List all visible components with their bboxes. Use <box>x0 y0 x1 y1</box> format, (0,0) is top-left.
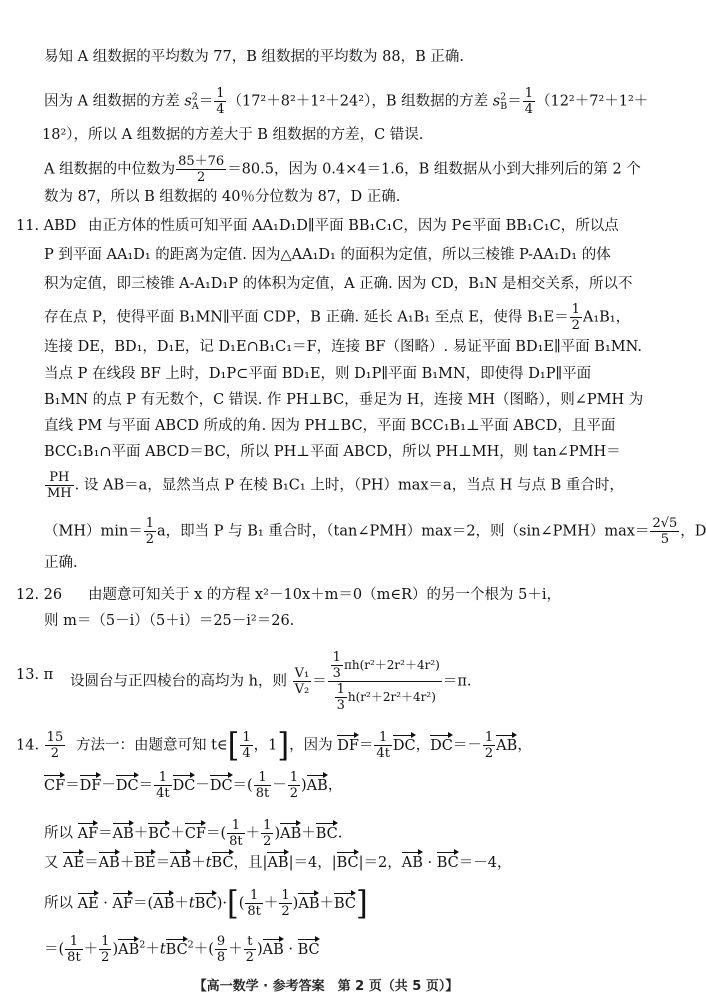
text-line: ＝( $\frac{1}{8t}$ ＋ $\frac{1}{2}$ )$AB^2+tBC^2+$( $\frac{9}{8}$ ＋ $\frac{t}{2}$ )AB · BC <box>44 934 320 965</box>
text-line: 正确. <box>44 555 78 571</box>
text-line: 所以 AE · AF＝(AB＋tBC)·[( $\frac{1}{8t}$ ＋ $\frac{1}{2}$ )AB＋BC] <box>44 883 368 923</box>
text-line: 则 m＝（5－i）（5＋i）＝25－i²＝26. <box>44 613 295 629</box>
text-segment: A 组数据的中位数为 <box>44 161 176 178</box>
text-line: 由正方体的性质可知平面 AA₁D₁D∥平面 BB₁C₁C，因为 P∈平面 BB₁C₁C，所以点 <box>88 218 619 234</box>
fraction: $\frac{\text{V₁}}{\text{V₂}}$ <box>294 666 310 697</box>
text-line <box>44 154 641 185</box>
text-line: 18²），所以 A 组数据的方差大于 B 组数据的方差，C 错误. <box>42 127 424 143</box>
fraction: $\frac{1}{4}$ <box>216 86 225 117</box>
text-segment: a，即当 P 与 B₁ 重合时，（tan∠PMH）max＝2，则（sin∠PMH）max＝ <box>157 523 650 540</box>
text-line: 易知 A 组数据的平均数为 77，B 组数据的平均数为 88，B 正确. <box>44 49 464 65</box>
text-segment: ，因为 <box>289 737 333 754</box>
text-segment: ＝80.5，因为 0.4×4＝1.6，B 组数据从小到大排列后的第 2 个 <box>227 161 641 178</box>
fraction: $\frac{1}{3}$ πh(r²＋2r²＋4r²) $\frac{1}{3}$ h(r²＋2r²＋4r²) <box>328 650 442 713</box>
text-line <box>44 302 630 333</box>
text-segment: （17²＋8²＋1²＋24²），B 组数据的方差 <box>227 93 489 110</box>
text-segment: ，D <box>680 523 706 540</box>
page-footer: 【高一数学 · 参考答案 第 2 页（共 5 页）】 <box>193 979 459 994</box>
text-segment: （MH）min＝ <box>44 523 143 540</box>
text-line: 由题意可知关于 x 的方程 x²－10x＋m＝0（m∈R）的另一个根为 5＋i， <box>88 587 561 603</box>
fraction: $\frac{2√5}{5}$ <box>652 516 678 547</box>
text-line <box>44 470 624 501</box>
text-segment: ＝π. <box>442 673 472 690</box>
question-number: 12. 26 <box>16 587 63 603</box>
fraction: $\frac{1}{2}$ <box>571 302 580 333</box>
fraction: $\frac{PH}{MH}$ <box>47 470 72 501</box>
text-line <box>44 516 706 547</box>
question-number: 13. π <box>16 667 54 683</box>
text-line: 数为 87，所以 B 组数据的 40％分位数为 87，D 正确. <box>44 189 401 205</box>
text-segment: （12²＋7²＋1²＋ <box>535 93 649 110</box>
fraction: $\frac{1}{4}$ <box>524 86 533 117</box>
text-line: CF＝DF－DC＝ $\frac{1}{4t}$ DC－DC＝( $\frac{1}{8t}$ － $\frac{1}{2}$ )AB， <box>44 770 343 801</box>
text-segment: 方法一：由题意可知 t∈ <box>76 737 228 754</box>
question-number: 11. ABD <box>16 218 77 234</box>
text-line: 因为 A 组数据的方差 $s^2_A=$ $\frac{1}{4}$ （17²＋8²＋1²＋24²），B 组数据的方差 $s^2_B=$ $\frac{1}{4}$ （12²＋7²＋1²＋ <box>44 86 649 117</box>
text-segment: . 设 AB＝a，显然当点 P 在棱 B₁C₁ 上时，（PH）max＝a，当点 H 与点 B 重合时， <box>74 477 624 494</box>
text-line: 直线 PM 与平面 ABCD 所成的角. 因为 PH⊥BC，平面 BCC₁B₁⊥平面 ABCD，且平面 <box>44 418 616 434</box>
text-line: 当点 P 在线段 BF 上时，D₁P⊂平面 BD₁E，则 D₁P∥平面 B₁MN，即使得 D₁P∥平面 <box>44 366 592 382</box>
question-number: 14. $\frac{15}{2}$ <box>16 730 64 761</box>
text-line: 所以 AF＝AB＋BC＋CF＝( $\frac{1}{8t}$ ＋ $\frac{1}{2}$ )AB＋BC. <box>44 818 343 849</box>
text-segment: 存在点 P，使得平面 B₁MN∥平面 CDP，B 正确. 延长 A₁B₁ 至点 E，使得 B₁E＝ <box>44 309 569 326</box>
text-segment: A₁B₁， <box>582 309 631 326</box>
text-line: 方法一：由题意可知 t∈[ $\frac{1}{4}$ ，1]，因为 DF＝ $\frac{1}{4t}$ DC，DC＝－ $\frac{1}{2}$ AB， <box>76 725 532 765</box>
text-line: 又 AE＝AB＋BE＝AB＋tBC，且|AB|＝4，|BC|＝2，AB · BC＝－4， <box>44 852 511 874</box>
fraction: $\frac{1}{2}$ <box>145 516 154 547</box>
text-line: B₁MN 的点 P 有无数个，C 错误. 作 PH⊥BC，垂足为 H，连接 MH（图略），则∠PMH 为 <box>44 392 644 408</box>
text-segment: 因为 A 组数据的方差 <box>44 93 180 110</box>
text-line: BCC₁B₁∩平面 ABCD＝BC，所以 PH⊥平面 ABCD，所以 PH⊥MH，则 tan∠PMH＝ <box>44 444 621 460</box>
text-line: 积为定值，即三棱锥 A-A₁D₁P 的体积为定值，A 正确. 因为 CD，B₁N 是相交关系，所以不 <box>44 276 633 292</box>
text-line: P 到平面 AA₁D₁ 的距离为定值. 因为△AA₁D₁ 的面积为定值，所以三棱锥 P-AA₁D₁ 的体 <box>44 247 611 263</box>
text-line: 设圆台与正四棱台的高均为 h，则 $\frac{\text{V₁}}{\text{V₂}}$ ＝ $\frac{1}{3}$ πh(r²＋2r²＋4r²) $\frac{1}{3}$ h(r²＋2r²＋4r²) ＝π. <box>70 650 472 713</box>
text-line: 连接 DE，BD₁，D₁E，记 D₁E∩B₁C₁＝F，连接 BF（图略）. 易证平面 BD₁E∥平面 B₁MN. <box>44 339 642 355</box>
text-segment: 设圆台与正四棱台的高均为 h，则 <box>70 673 287 690</box>
fraction: $\frac{85+76}{2}$ <box>178 154 225 185</box>
